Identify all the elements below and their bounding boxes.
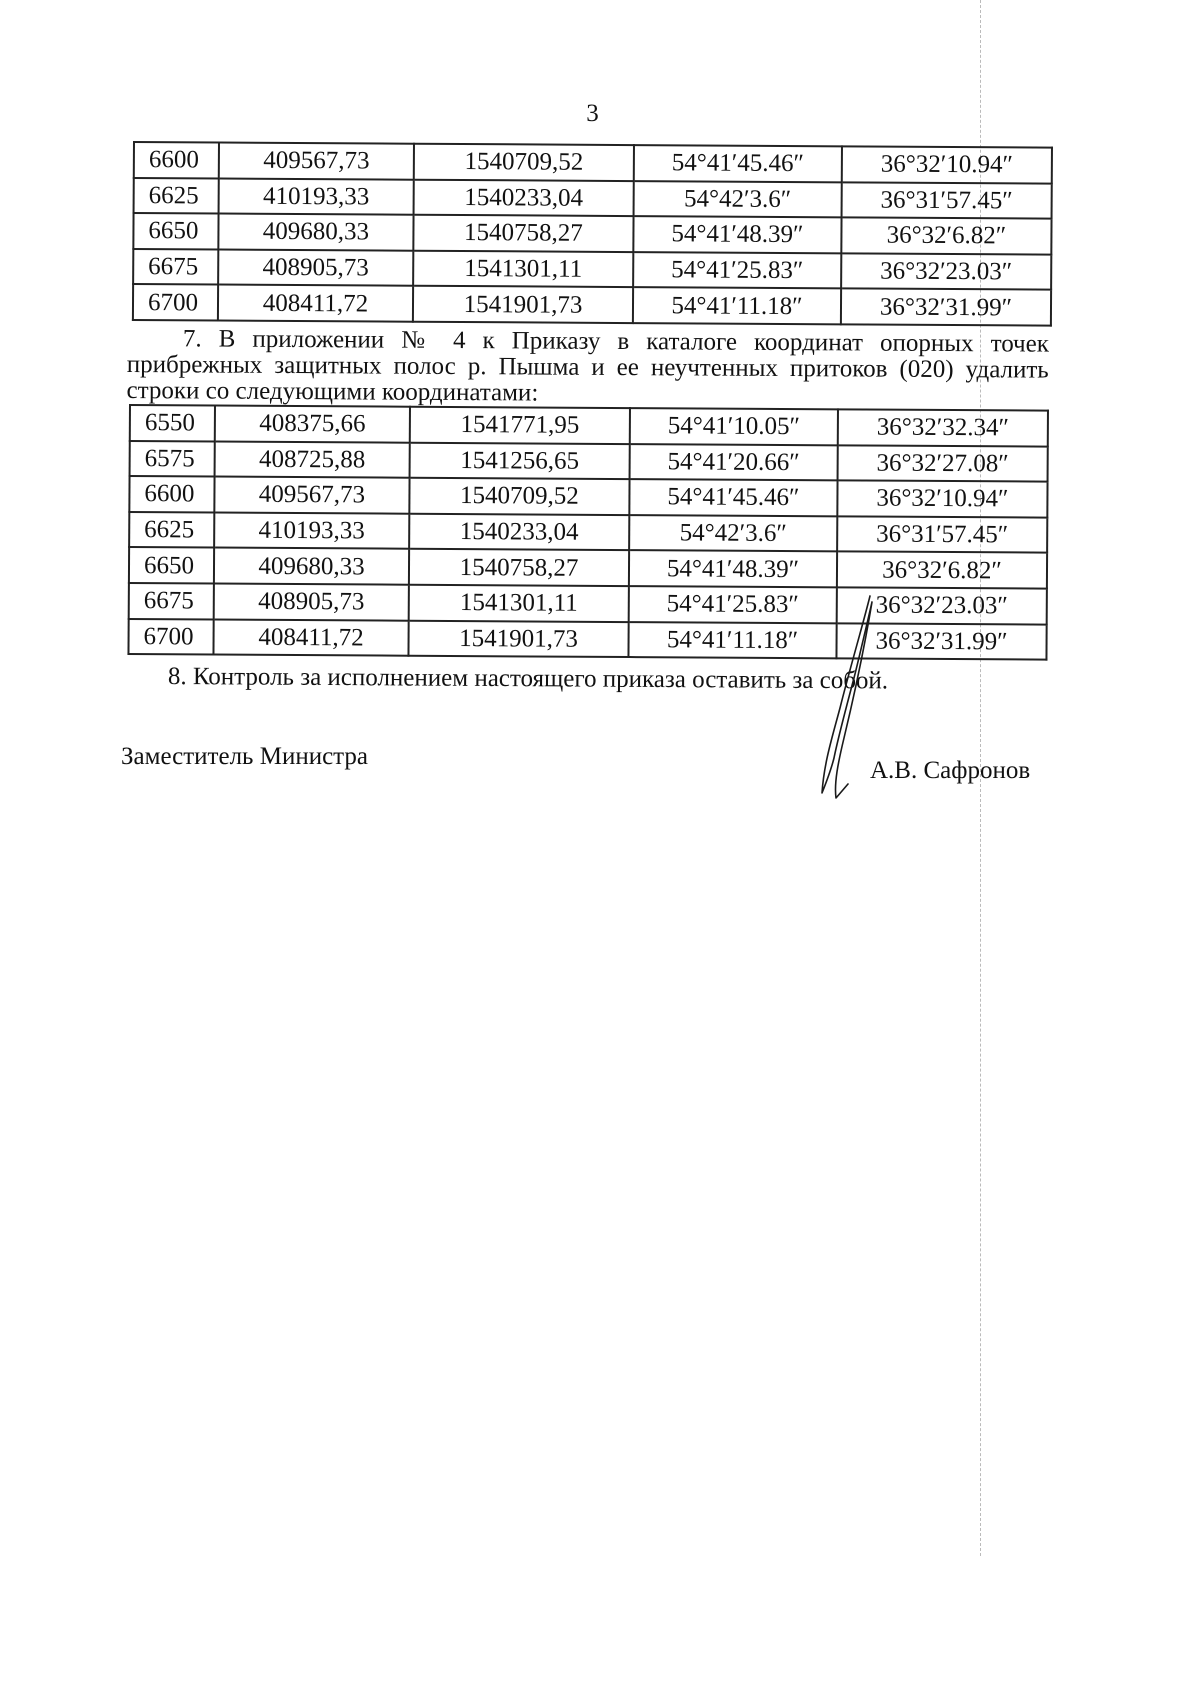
table-row [133,213,1051,254]
point-number-cell: 6700 [133,284,218,320]
paragraph-8: 8. Контроль за исполнением настоящего приказа оставить за собой. [167,663,889,695]
point-number-cell: 6600 [129,476,214,512]
table-row [134,142,1052,183]
point-number-cell: 6550 [130,405,215,441]
page-number: 3 [586,100,599,127]
table-row [130,405,1048,446]
longitude-cell: 36°32′10.94″ [842,146,1052,183]
table-row [129,583,1047,624]
point-number-cell: 6625 [129,512,214,548]
table-row [134,178,1052,219]
y-coordinate-cell: 1541301,11 [413,250,633,287]
y-coordinate-cell: 1540758,27 [409,549,629,586]
longitude-cell: 36°32′23.03″ [837,587,1047,624]
x-coordinate-cell: 408411,72 [213,619,408,656]
latitude-cell: 54°41′11.18″ [628,622,836,659]
table-row [133,249,1051,290]
y-coordinate-cell: 1540709,52 [409,478,629,515]
x-coordinate-cell: 408905,73 [214,583,409,620]
table-row [130,441,1048,482]
x-coordinate-cell: 408905,73 [218,249,413,286]
y-coordinate-cell: 1540709,52 [414,144,634,181]
x-coordinate-cell: 408411,72 [218,285,413,322]
coordinates-table-2 [127,404,1049,661]
table-row [128,619,1046,660]
point-number-cell: 6650 [133,213,218,249]
x-coordinate-cell: 408375,66 [215,406,410,443]
point-number-cell: 6575 [130,441,215,477]
point-number-cell: 6675 [133,249,218,285]
longitude-cell: 36°31′57.45″ [842,182,1052,219]
paragraph-7-text: 7. В приложении № 4 к Приказу в каталоге координат опорных точек прибрежных защитных полос р. Пышма и ее неучтенных притоков (020) удалить строки со следующими координатами: [126,325,1049,407]
paragraph-7 [127,326,1049,412]
latitude-cell: 54°41′48.39″ [629,550,837,587]
longitude-cell: 36°32′31.99″ [841,289,1051,326]
x-coordinate-cell: 410193,33 [219,178,414,215]
point-number-cell: 6700 [128,619,213,655]
longitude-cell: 36°32′10.94″ [837,481,1047,518]
longitude-cell: 36°32′6.82″ [841,218,1051,255]
y-coordinate-cell: 1540758,27 [413,215,633,252]
y-coordinate-cell: 1541901,73 [413,286,633,323]
y-coordinate-cell: 1541901,73 [408,620,628,657]
latitude-cell: 54°41′11.18″ [633,287,841,324]
y-coordinate-cell: 1540233,04 [409,513,629,550]
x-coordinate-cell: 409680,33 [218,214,413,251]
point-number-cell: 6600 [134,142,219,178]
latitude-cell: 54°41′45.46″ [629,479,837,516]
coordinates-table-1 [132,141,1053,327]
latitude-cell: 54°41′25.83″ [629,586,837,623]
y-coordinate-cell: 1540233,04 [414,179,634,216]
table-row [133,284,1051,325]
y-coordinate-cell: 1541256,65 [410,442,630,479]
latitude-cell: 54°42′3.6″ [629,515,837,552]
latitude-cell: 54°41′48.39″ [633,216,841,253]
latitude-cell: 54°41′10.05″ [630,408,838,445]
y-coordinate-cell: 1541301,11 [409,585,629,622]
x-coordinate-cell: 409567,73 [214,477,409,514]
longitude-cell: 36°32′31.99″ [836,623,1046,660]
y-coordinate-cell: 1541771,95 [410,407,630,444]
x-coordinate-cell: 408725,88 [215,441,410,478]
point-number-cell: 6625 [134,178,219,214]
point-number-cell: 6675 [129,583,214,619]
longitude-cell: 36°32′23.03″ [841,253,1051,290]
x-coordinate-cell: 409680,33 [214,548,409,585]
point-number-cell: 6650 [129,547,214,583]
longitude-cell: 36°32′32.34″ [838,409,1048,446]
signatory-name: А.В. Сафронов [870,757,1031,784]
table-row [129,476,1047,517]
longitude-cell: 36°32′27.08″ [838,445,1048,482]
signatory-title: Заместитель Министра [121,743,368,770]
table-row [129,547,1047,588]
longitude-cell: 36°31′57.45″ [837,516,1047,553]
latitude-cell: 54°42′3.6″ [634,181,842,218]
x-coordinate-cell: 409567,73 [219,143,414,180]
latitude-cell: 54°41′45.46″ [634,145,842,182]
longitude-cell: 36°32′6.82″ [837,552,1047,589]
x-coordinate-cell: 410193,33 [214,512,409,549]
table-row [129,512,1047,553]
latitude-cell: 54°41′20.66″ [630,444,838,481]
latitude-cell: 54°41′25.83″ [633,252,841,289]
